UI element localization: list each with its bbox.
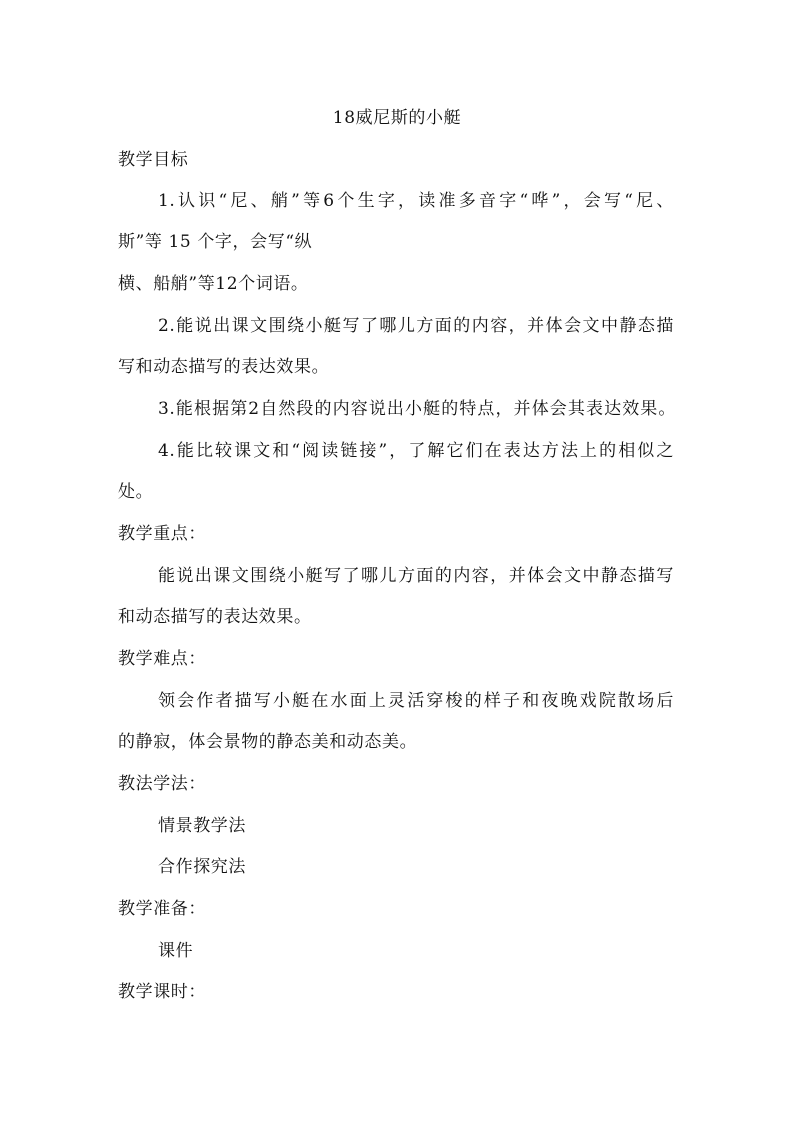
key-points-heading: 教学重点： <box>118 524 206 544</box>
difficulties-line-1: 领会作者描写小艇在水面上灵活穿梭的样子和夜晚戏院散场后 <box>158 691 674 711</box>
difficulties-line-2: 的静寂，体会景物的静态美和动态美。 <box>118 732 418 752</box>
method-1: 情景教学法 <box>158 816 246 836</box>
objective-2-line-2: 写和动态描写的表达效果。 <box>118 357 330 377</box>
difficulties-heading: 教学难点： <box>118 649 206 669</box>
key-points-line-2: 和动态描写的表达效果。 <box>118 607 312 627</box>
preparation-item: 课件 <box>158 941 194 961</box>
periods-heading: 教学课时： <box>118 982 206 1002</box>
methods-heading: 教法学法： <box>118 774 206 794</box>
objective-1-line-3: 横、船艄”等12个词语。 <box>118 274 309 294</box>
preparation-heading: 教学准备： <box>118 899 206 919</box>
objective-4-line-2: 处。 <box>118 482 154 502</box>
objective-1-line-1: 1.认识“尼、艄”等6个生字，读准多音字“哗”，会写“尼、 <box>158 191 674 211</box>
document-title: 18威尼斯的小艇 <box>332 108 462 128</box>
method-2: 合作探究法 <box>158 857 246 877</box>
objective-1-line-2: 斯”等 15 个字，会写“纵 <box>118 232 313 252</box>
objective-4-line-1: 4.能比较课文和“阅读链接”，了解它们在表达方法上的相似之 <box>158 441 674 461</box>
objectives-heading: 教学目标 <box>118 150 189 170</box>
objective-2-line-1: 2.能说出课文围绕小艇写了哪儿方面的内容，并体会文中静态描 <box>158 316 674 336</box>
key-points-line-1: 能说出课文围绕小艇写了哪儿方面的内容，并体会文中静态描写 <box>158 566 674 586</box>
objective-3: 3.能根据第2自然段的内容说出小艇的特点，并体会其表达效果。 <box>158 399 676 419</box>
